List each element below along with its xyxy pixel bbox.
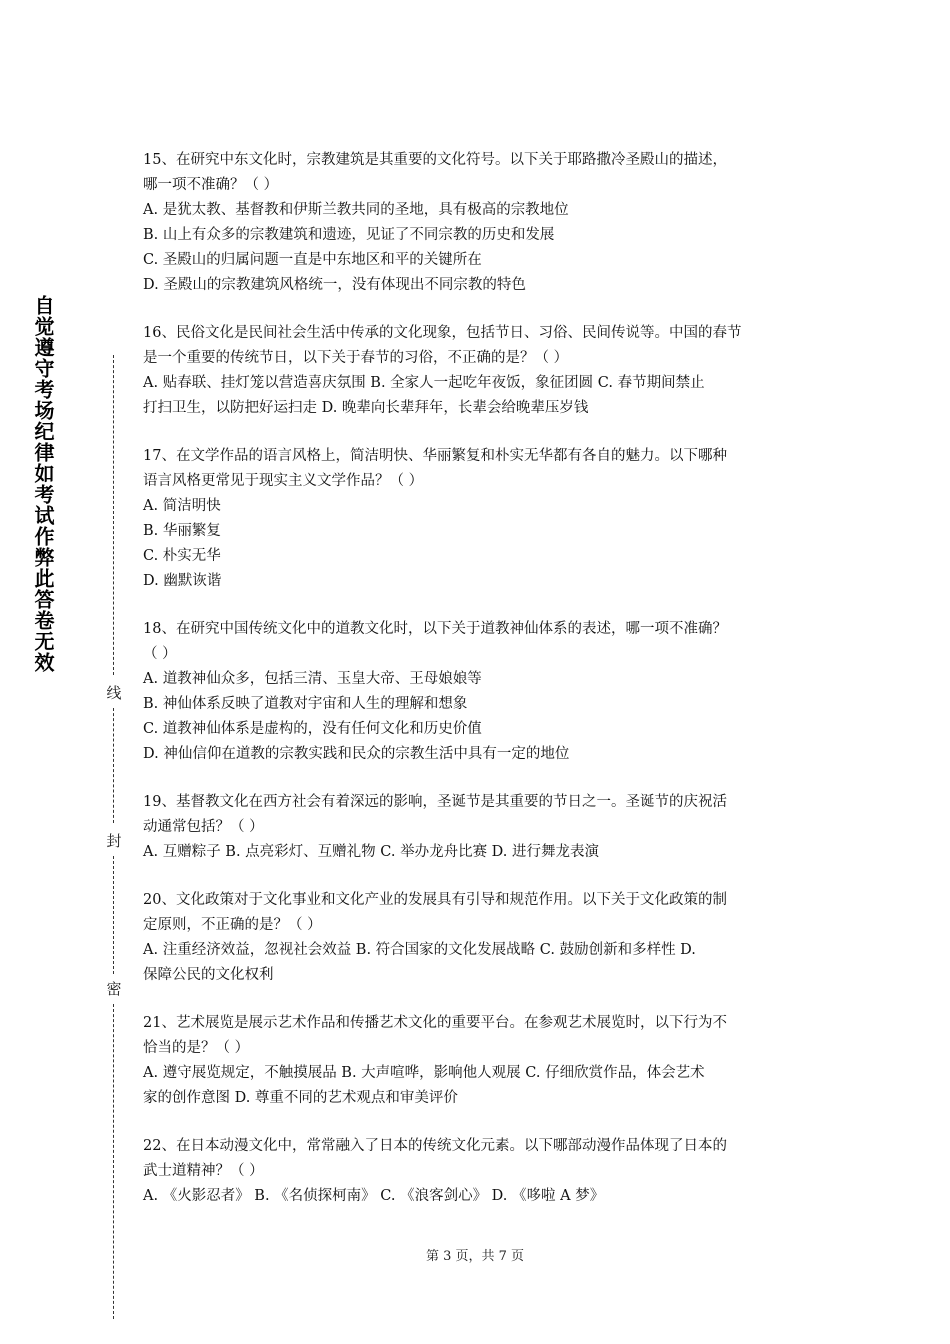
exam-discipline-notice: 自觉遵守考场纪律如考试作弊此答卷无效 bbox=[31, 295, 55, 673]
question-15 bbox=[143, 148, 811, 298]
binding-label-seal: 封 bbox=[104, 830, 124, 851]
question-text-line: 语言风格更常见于现实主义文学作品？（ ） bbox=[143, 473, 424, 489]
question-text-line: D. 幽默诙谐 bbox=[143, 573, 222, 589]
question-text-line: A. 道教神仙众多，包括三清、玉皇大帝、王母娘娘等 bbox=[143, 671, 482, 687]
question-text-line: 哪一项不准确？（ ） bbox=[143, 177, 279, 193]
question-text-line: A. 互赠粽子 B. 点亮彩灯、互赠礼物 C. 举办龙舟比赛 D. 进行舞龙表演 bbox=[143, 844, 600, 860]
cut-line-segment bbox=[113, 708, 114, 823]
question-text-line: C. 朴实无华 bbox=[143, 548, 221, 564]
questions-list bbox=[143, 148, 811, 1232]
question-stem-line: 21、艺术展览是展示艺术作品和传播艺术文化的重要平台。在参观艺术展览时，以下行为不 bbox=[143, 1015, 727, 1031]
question-text-line: 是一个重要的传统节日，以下关于春节的习俗，不正确的是？（ ） bbox=[143, 350, 569, 366]
question-text-line: B. 山上有众多的宗教建筑和遗迹，见证了不同宗教的历史和发展 bbox=[143, 227, 555, 243]
cut-line-segment bbox=[113, 856, 114, 974]
binding-label-secret: 密 bbox=[104, 978, 124, 999]
question-text-line: A. 《火影忍者》 B. 《名侦探柯南》 C. 《浪客剑心》 D. 《哆啦 A 梦》 bbox=[143, 1188, 605, 1204]
question-stem-line: 20、文化政策对于文化事业和文化产业的发展具有引导和规范作用。以下关于文化政策的制 bbox=[143, 892, 727, 908]
question-text-line: 家的创作意图 D. 尊重不同的艺术观点和审美评价 bbox=[143, 1090, 458, 1106]
question-text-line: 打扫卫生，以防把好运扫走 D. 晚辈向长辈拜年，长辈会给晚辈压岁钱 bbox=[143, 400, 589, 416]
question-text-line: A. 贴春联、挂灯笼以营造喜庆氛围 B. 全家人一起吃年夜饭，象征团圆 C. 春节期间禁止 bbox=[143, 375, 705, 391]
question-text-line: D. 圣殿山的宗教建筑风格统一，没有体现出不同宗教的特色 bbox=[143, 277, 526, 293]
question-text-line: D. 神仙信仰在道教的宗教实践和民众的宗教生活中具有一定的地位 bbox=[143, 746, 570, 762]
question-stem-line: 19、基督教文化在西方社会有着深远的影响，圣诞节是其重要的节日之一。圣诞节的庆祝活 bbox=[143, 794, 727, 810]
question-17 bbox=[143, 444, 811, 594]
question-text-line: A. 遵守展览规定，不触摸展品 B. 大声喧哗，影响他人观展 C. 仔细欣赏作品，体会艺术 bbox=[143, 1065, 705, 1081]
question-stem-line: 15、在研究中东文化时，宗教建筑是其重要的文化符号。以下关于耶路撒冷圣殿山的描述， bbox=[143, 152, 727, 168]
question-19 bbox=[143, 790, 811, 865]
cut-line-segment bbox=[113, 355, 114, 675]
question-text-line: B. 神仙体系反映了道教对宇宙和人生的理解和想象 bbox=[143, 696, 468, 712]
question-text-line: A. 简洁明快 bbox=[143, 498, 221, 514]
binding-label-line: 线 bbox=[104, 682, 124, 703]
question-text-line: C. 圣殿山的归属问题一直是中东地区和平的关键所在 bbox=[143, 252, 482, 268]
question-text-line: A. 注重经济效益，忽视社会效益 B. 符合国家的文化发展战略 C. 鼓励创新和多样性 D. bbox=[143, 942, 696, 958]
question-text-line: 定原则，不正确的是？（ ） bbox=[143, 917, 322, 933]
question-21 bbox=[143, 1011, 811, 1111]
question-stem-line: 17、在文学作品的语言风格上，简洁明快、华丽繁复和朴实无华都有各自的魅力。以下哪种 bbox=[143, 448, 727, 464]
question-16 bbox=[143, 321, 811, 421]
page-number: 第 3 页，共 7 页 bbox=[425, 1249, 525, 1264]
question-text-line: A. 是犹太教、基督教和伊斯兰教共同的圣地，具有极高的宗教地位 bbox=[143, 202, 569, 218]
question-text-line: B. 华丽繁复 bbox=[143, 523, 221, 539]
question-stem-line: 16、民俗文化是民间社会生活中传承的文化现象，包括节日、习俗、民间传说等。中国的春节 bbox=[143, 325, 742, 341]
question-text-line: 动通常包括？（ ） bbox=[143, 819, 264, 835]
question-text-line: C. 道教神仙体系是虚构的，没有任何文化和历史价值 bbox=[143, 721, 482, 737]
question-text-line: 武士道精神？（ ） bbox=[143, 1163, 264, 1179]
question-18 bbox=[143, 617, 811, 767]
question-22 bbox=[143, 1134, 811, 1209]
question-text-line: 恰当的是？（ ） bbox=[143, 1040, 250, 1056]
question-stem-line: 18、在研究中国传统文化中的道教文化时，以下关于道教神仙体系的表述，哪一项不准确？ bbox=[143, 621, 727, 637]
cut-line-segment bbox=[113, 1004, 114, 1319]
question-text-line: 保障公民的文化权利 bbox=[143, 967, 274, 983]
question-stem-line: 22、在日本动漫文化中，常常融入了日本的传统文化元素。以下哪部动漫作品体现了日本的 bbox=[143, 1138, 727, 1154]
question-20 bbox=[143, 888, 811, 988]
question-text-line: （ ） bbox=[143, 646, 177, 662]
